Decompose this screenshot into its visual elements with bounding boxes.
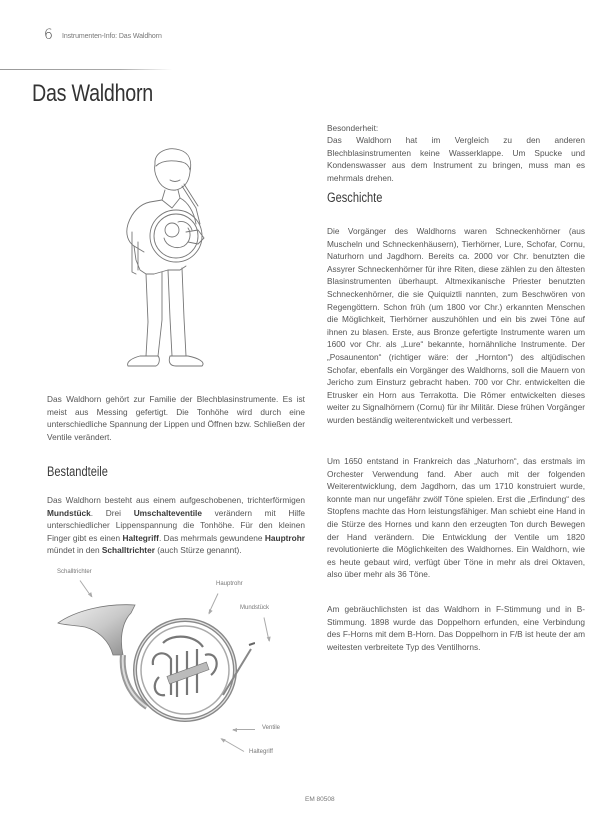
intro-paragraph: Das Waldhorn gehört zur Familie der Blechblasinstrumente. Es ist meist aus Messing gefertigt. Die Tonhöhe wird durch eine unterschiedliche Spannung der Lippen und Öffnen bzw. Schließen der Ventile verändert. <box>47 394 305 442</box>
footer-edition-code: EM 80508 <box>305 796 335 803</box>
term-mundstueck: Mundstück <box>47 507 91 518</box>
label-mundstueck: Mundstück <box>240 605 270 611</box>
label-ventile: Ventile <box>262 725 281 731</box>
arrow-haltegriff <box>221 738 244 752</box>
running-header <box>0 26 180 46</box>
term-schalltrichter: Schalltrichter <box>101 545 155 556</box>
section-heading-geschichte: Geschichte <box>327 190 383 205</box>
running-head: Instrumenten-Info: Das Waldhorn <box>62 33 162 40</box>
page-title: Das Waldhorn <box>32 80 154 107</box>
arrow-ventile <box>233 729 255 730</box>
term-haltegriff: Haltegriff <box>122 532 159 543</box>
header-rule <box>0 69 172 70</box>
geschichte-paragraph-1: Die Vorgänger des Waldhorns waren Schneckenhörner (aus Muscheln und Schneckenhäusern), Tierhörner, Lure, Schofar, Cornu, Naturhorn und Jagdhorn. Bereits ca. 2000 vor Chr. benutzten die Assyrer Schneckenhörner für ihre Riten, diese zählen zu den ältesten Blasinstrumenten überhaupt. Altmexikanische Priester benutzten Schneckenhörner, die sie Quiquiztli nannten, zum Beschwören von Regengöttern. Schon früh (um 1800 vor Chr.) erkannten Menschen die Möglichkeit, Tierhörner auszuhöhlen und ein bis zwei Töne auf ihnen zu blasen. Erste, aus Bronze gefertigte Instrumente waren um 1600 vor Chr. als „Lure“ bekannte, hornähnliche Instrumente. Der „Posaunenton“ (richtiger wäre: der „Hornton“) des altjüdischen Schofar, ebenfalls ein Vorgänger des Waldhorns, soll die Mauern von Jericho zum Einsturz gebracht haben. 700 vor Chr. entwickelten die Etrusker ein Horn aus Terrakotta. Die Römer entwickelten dieses weiter zu Signalhörnern (Cornu) für ihr Militär. Diese frühen Vorgänger wurden beständig weiterentwickelt und verbessert. <box>327 226 585 425</box>
geschichte-paragraph-2: Um 1650 entstand in Frankreich das „Naturhorn“, das erstmals im Orchester Verwendung fand. Aber auch mit der folgenden Weiterentwicklung, dem Jagdhorn, das um 1710 konstruiert wurde, konnte man nur ungefähr zwölf Töne spielen. Erst die „Erfindung“ des Stopfens machte das Horn leistungsfähiger. Man schiebt eine Hand in die Stürze des Hornes und kann den erzeugten Ton durch Bewegen der Hand verändern. Die Entwicklung der Ventile um 1820 revolutionierte die Möglichkeiten des Waldhornes. Ein Waldhorn, wie es heute gebaut wird, verfügt über Töne in mehr als drei Oktaven, also über mehr als 36 Töne. <box>327 456 585 580</box>
geschichte-paragraph-3: Am gebräuchlichsten ist das Waldhorn in F-Stimmung und in B-Stimmung. 1898 wurde das Doppelhorn erfunden, eine Verbindung des F-Horns mit dem B-Horn. Das Doppelhorn in F/B ist heute der am weitesten verbreitete Typ des Ventilhorns. <box>327 604 585 652</box>
besonderheit-label: Besonderheit: <box>327 123 379 133</box>
label-schalltrichter: Schalltrichter <box>57 569 92 575</box>
page-number: 6 <box>44 27 53 43</box>
label-hauptrohr: Hauptrohr <box>216 581 243 587</box>
boy-playing-horn-illustration <box>110 142 230 372</box>
term-hauptrohr: Hauptrohr <box>264 532 305 543</box>
arrow-mundstueck <box>264 617 270 641</box>
term-umschalteventile: Umschalteventile <box>133 507 202 518</box>
parts-paragraph: Das Waldhorn besteht aus einem aufgeschobenen, trichterförmigen Mundstück. Drei Umschalteventile verändern mit Hilfe unterschiedlicher Lippenspannung die Tonhöhe. Für den kleinen Finger gibt es einen Haltegriff. Das mehrmals gewundene Hauptrohr mündet in den Schalltrichter (auch Stürze genannt). <box>47 495 305 556</box>
french-horn-photo <box>55 585 255 735</box>
section-heading-bestandteile: Bestandteile <box>47 464 108 479</box>
label-haltegriff: Haltegriff <box>249 749 273 755</box>
besonderheit-paragraph: Das Waldhorn hat im Vergleich zu den anderen Blechblasinstrumenten keine Wasserklappe. Um Spucke und Kondenswasser aus dem Instrument zu bringen, muss man es mehrmals drehen. <box>327 135 585 183</box>
